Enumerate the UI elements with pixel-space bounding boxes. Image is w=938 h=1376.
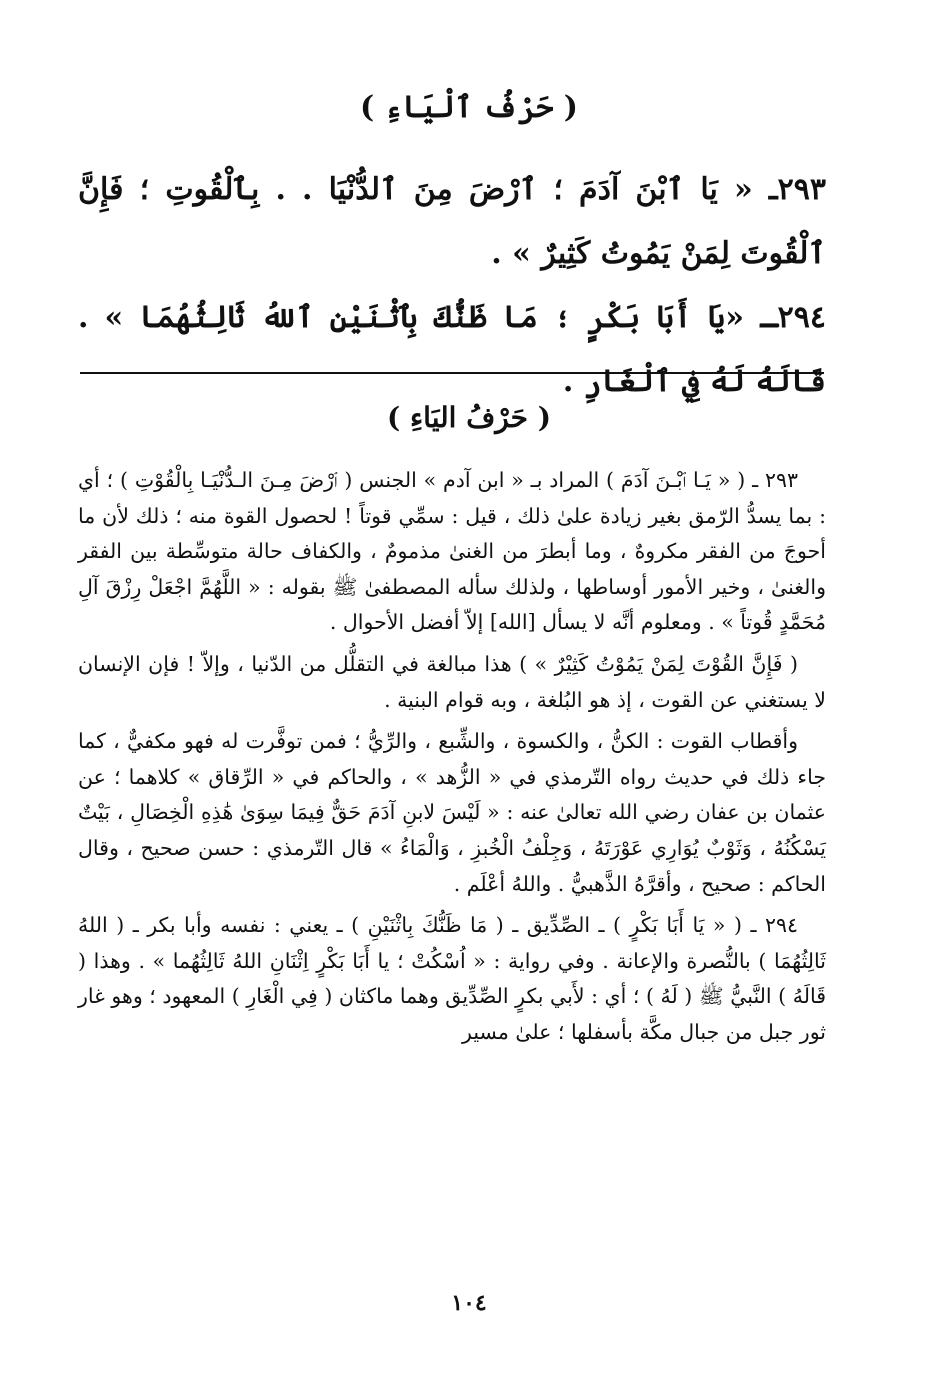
- page-number: ١٠٤: [451, 1290, 487, 1316]
- commentary-body: [78, 463, 826, 1059]
- commentary-paragraph-293-continued: ( فَإِنَّ القُوْتَ لِمَنْ يَمُوْتُ كَثِيْرٌ » ) هذا مبالغة في التقلُّل من الدّنيا ، وإلاّ ! فإن الإنسان لا يستغني عن القوت ، إذ هو البُلغة ، وبه قوام البنية .: [78, 651, 826, 712]
- hadith-294-text: [78, 286, 826, 414]
- commentary-paragraph-293: ٢٩٣ ـ ( « يَـا ٱبْـنَ آدَمَ ) المراد بـ « ابن آدم » الجنس ( ٱرْضَ مِـنَ الـدُّنْيَـا بِالْقُوْتِ ) ؛ أي : بما يسدُّ الرّمق بغير زيادة علىٰ ذلك ، قيل : سمِّي قوتاً ! لحصول القوة منه ؛ ذلك لأن ما أحوجَ من الفقر مكروهٌ ، وما أبطرَ من الغنىٰ مذمومٌ ، والكفاف حالة متوسِّطة بين الفقر والغنىٰ ، وخير الأمور أوساطها ، ولذلك سأله المصطفىٰ ﷺ بقوله : « اللَّهُمَّ اجْعَلْ رِزْقَ آلِ مُحَمَّدٍ قُوتاً » . ومعلوم أنَّه لا يسأل [الله] إلاّ أفضل الأحوال .: [78, 468, 826, 635]
- commentary-heading: ( حَرْفُ اليَاءِ ): [387, 401, 551, 434]
- commentary-paragraph-qut: وأقطاب القوت : الكنُّ ، والكسوة ، والشِّبع ، والرِّيُّ ؛ فمن توفَّرت له فهو مكفيٌّ ، كما جاء ذلك في حديث رواه التّرمذي في « الزُّهد » ، والحاكم في « الرِّقاق » كلاهما ؛ عن عثمان بن عفان رضي الله تعالىٰ عنه : « لَيْسَ لابنِ آدَمَ حَقٌّ فِيمَا سِوَىٰ هَٰذِهِ الْخِصَالِ ، بَيْتٌ يَسْكُنُهُ ، وَثَوْبٌ يُوَارِي عَوْرَتَهُ ، وَجِلْفُ الْخُبزِ ، وَالْمَاءُ » قال التّرمذي : حسن صحيح ، وقال الحاكم : صحيح ، وأقرَّهُ الذَّهبيُّ . واللهُ أعْلَم .: [78, 729, 826, 896]
- hadith-293-paragraph: ٢٩٣ـ « يَا ٱبْنَ آدَمَ ؛ ٱرْضَ مِنَ ٱلدُّنْيَا . . بِٱلْقُوتِ ؛ فَإِنَّ ٱلْقُوتَ لِمَنْ يَمُوتُ كَثِيرٌ » .: [78, 172, 826, 271]
- hadith-293-text: [78, 158, 826, 286]
- commentary-paragraph-294: ٢٩٤ ـ ( « يَا أَبَا بَكْرٍ ) ـ الصِّدِّيق ـ ( مَا ظَنُّكَ بِاثْنَيْنِ ) ـ يعني : نفسه وأبا بكر ـ ( اللهُ ثَالِثُهُمَا ) بالنُّصرة والإعانة . وفي رواية : « اُسْكُتْ ؛ يا أَبَا بَكْرٍ اِثْنَانِ اللهُ ثَالِثُهُما » . وهذا ( قَالَهُ ) النَّبيُّ ﷺ ( لَهُ ) ؛ أي : لأَبي بكرٍ الصِّدِّيق وهما ماكثان ( فِي الْغَارِ ) المعهود ؛ وهو غار ثور جبل من جبال مكَّة بأسفلها ؛ علىٰ مسير: [78, 913, 826, 1044]
- section-heading: ( حَرْفُ ٱلْيَاءِ ): [360, 90, 578, 125]
- section-divider: [80, 372, 824, 374]
- hadith-294-paragraph: ٢٩٤ـ «يَا أَبَا بَكْرٍ ؛ مَا ظَنُّكَ بِٱثْنَيْنِ ٱللهُ ثَالِثُهُمَا » . قَالَهُ لَهُ فِي ٱلْغَارِ .: [78, 300, 826, 399]
